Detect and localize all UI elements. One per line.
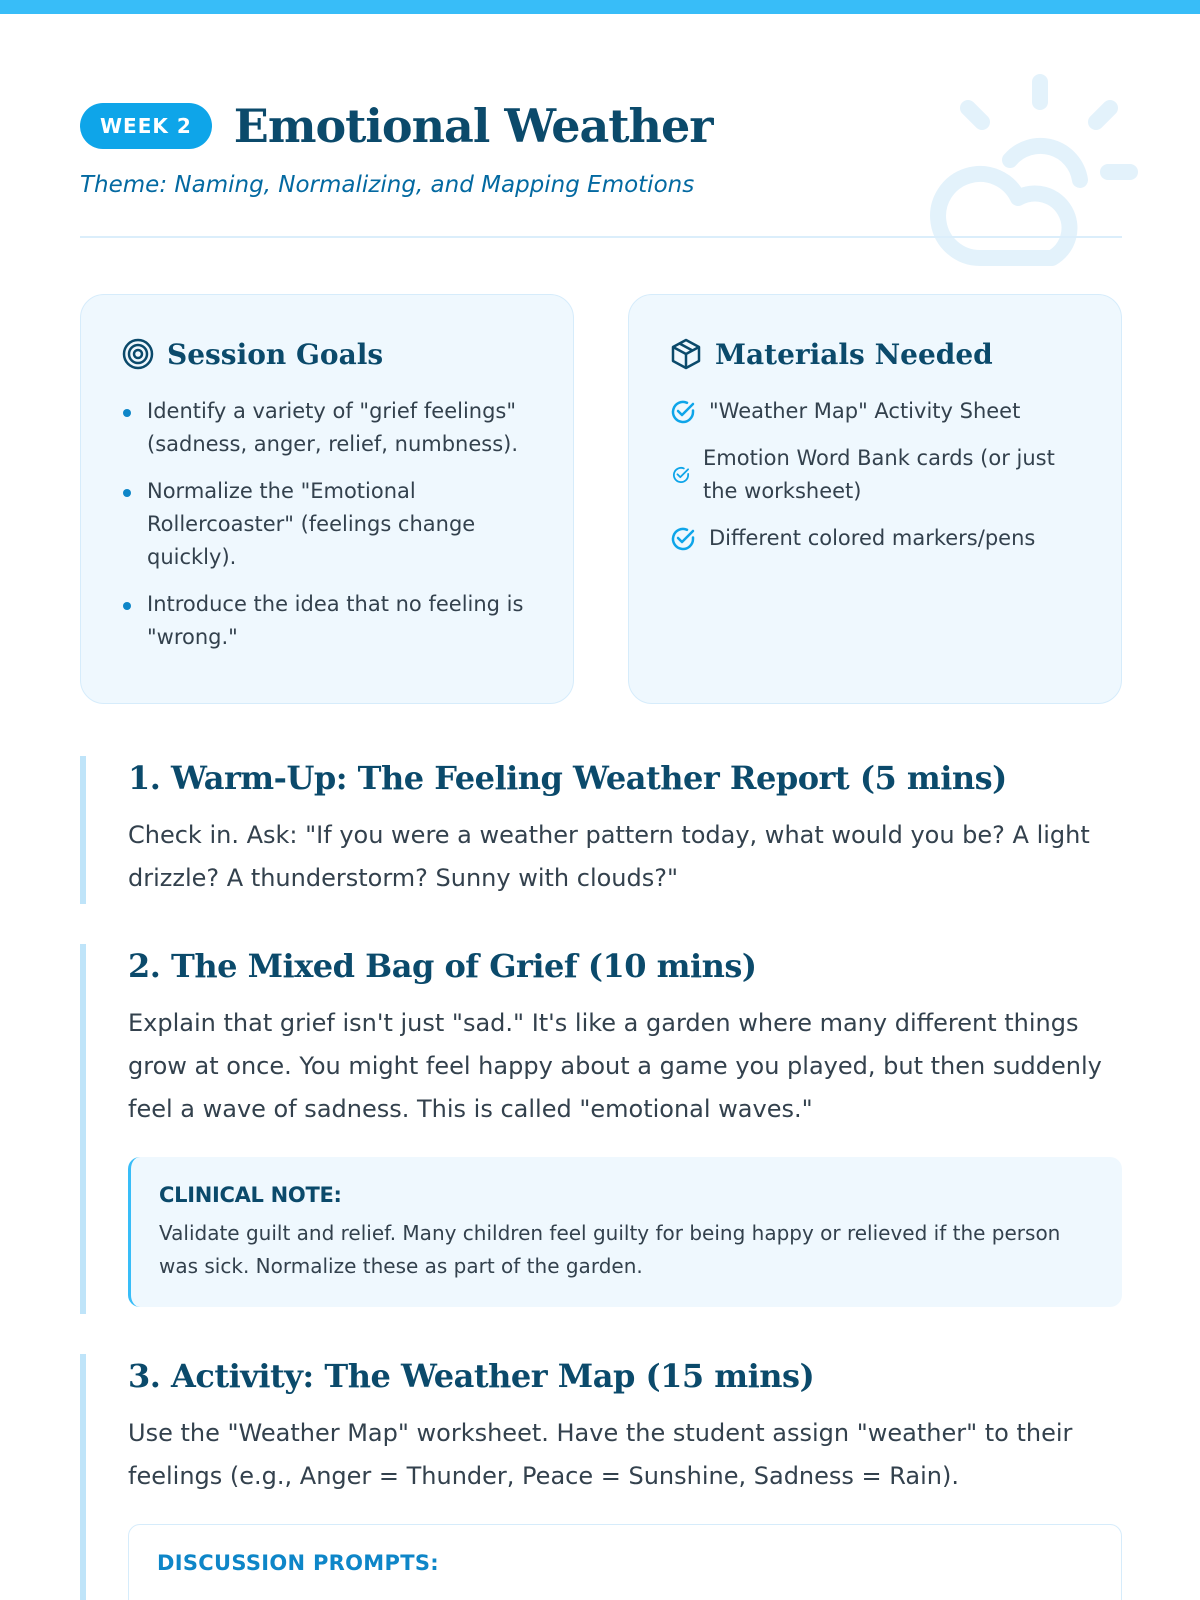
discussion-prompts-label: DISCUSSION PROMPTS: <box>157 1551 439 1575</box>
section-warm-up <box>80 756 1122 904</box>
section-body: Check in. Ask: "If you were a weather pattern today, what would you be? A light drizzle? A thunderstorm? Sunny with clouds?" <box>128 821 1090 892</box>
materials-card <box>628 294 1122 704</box>
section-body: Explain that grief isn't just "sad." It's like a garden where many different things grow at once. You might feel happy about a game you played, but then suddenly feel a wave of sadness. This is called "emotional waves." <box>128 1009 1102 1123</box>
section-mixed-bag <box>80 944 1122 1314</box>
clinical-note <box>128 1157 1122 1307</box>
check-circle-icon <box>669 525 697 553</box>
clinical-note-text: Validate guilt and relief. Many children feel guilty for being happy or relieved if the person was sick. Normalize these as part of the garden. <box>159 1221 1061 1278</box>
page-theme: Theme: Naming, Normalizing, and Mapping Emotions <box>80 172 695 198</box>
material-item <box>669 442 1081 508</box>
goal-item: Introduce the idea that no feeling is "wrong." <box>121 588 533 654</box>
check-circle-icon <box>671 465 691 485</box>
section-title: 1. Warm-Up: The Feeling Weather Report (5 mins) <box>128 759 1007 797</box>
section-body: Use the "Weather Map" worksheet. Have the student assign "weather" to their feelings (e.g., Anger = Thunder, Peace = Sunshine, Sadness = Rain). <box>128 1419 1073 1490</box>
material-label: Different colored markers/pens <box>709 526 1036 550</box>
goal-item: Identify a variety of "grief feelings" (sadness, anger, relief, numbness). <box>121 395 533 461</box>
session-goals-card <box>80 294 574 704</box>
material-item <box>669 522 1081 555</box>
materials-list <box>669 395 1081 555</box>
check-circle-icon <box>669 398 697 426</box>
box-icon <box>669 337 703 371</box>
material-label: Emotion Word Bank cards (or just the worksheet) <box>703 446 1055 503</box>
materials-title: Materials Needed <box>715 337 993 371</box>
section-title: 3. Activity: The Weather Map (15 mins) <box>128 1357 815 1395</box>
section-weather-map <box>80 1354 1122 1600</box>
target-icon <box>121 337 155 371</box>
page-header <box>80 96 1120 198</box>
material-item <box>669 395 1081 428</box>
session-goals-title: Session Goals <box>167 337 384 371</box>
page-title: Emotional Weather <box>233 99 713 153</box>
week-badge: WEEK 2 <box>80 103 212 149</box>
top-accent-bar <box>0 0 1200 14</box>
goals-list <box>121 395 533 654</box>
header-divider <box>80 236 1122 238</box>
goal-item: Normalize the "Emotional Rollercoaster" (feelings change quickly). <box>121 475 533 574</box>
discussion-prompts-box <box>128 1524 1122 1600</box>
section-title: 2. The Mixed Bag of Grief (10 mins) <box>128 947 757 985</box>
material-label: "Weather Map" Activity Sheet <box>709 399 1021 423</box>
clinical-note-label: CLINICAL NOTE: <box>159 1183 342 1207</box>
